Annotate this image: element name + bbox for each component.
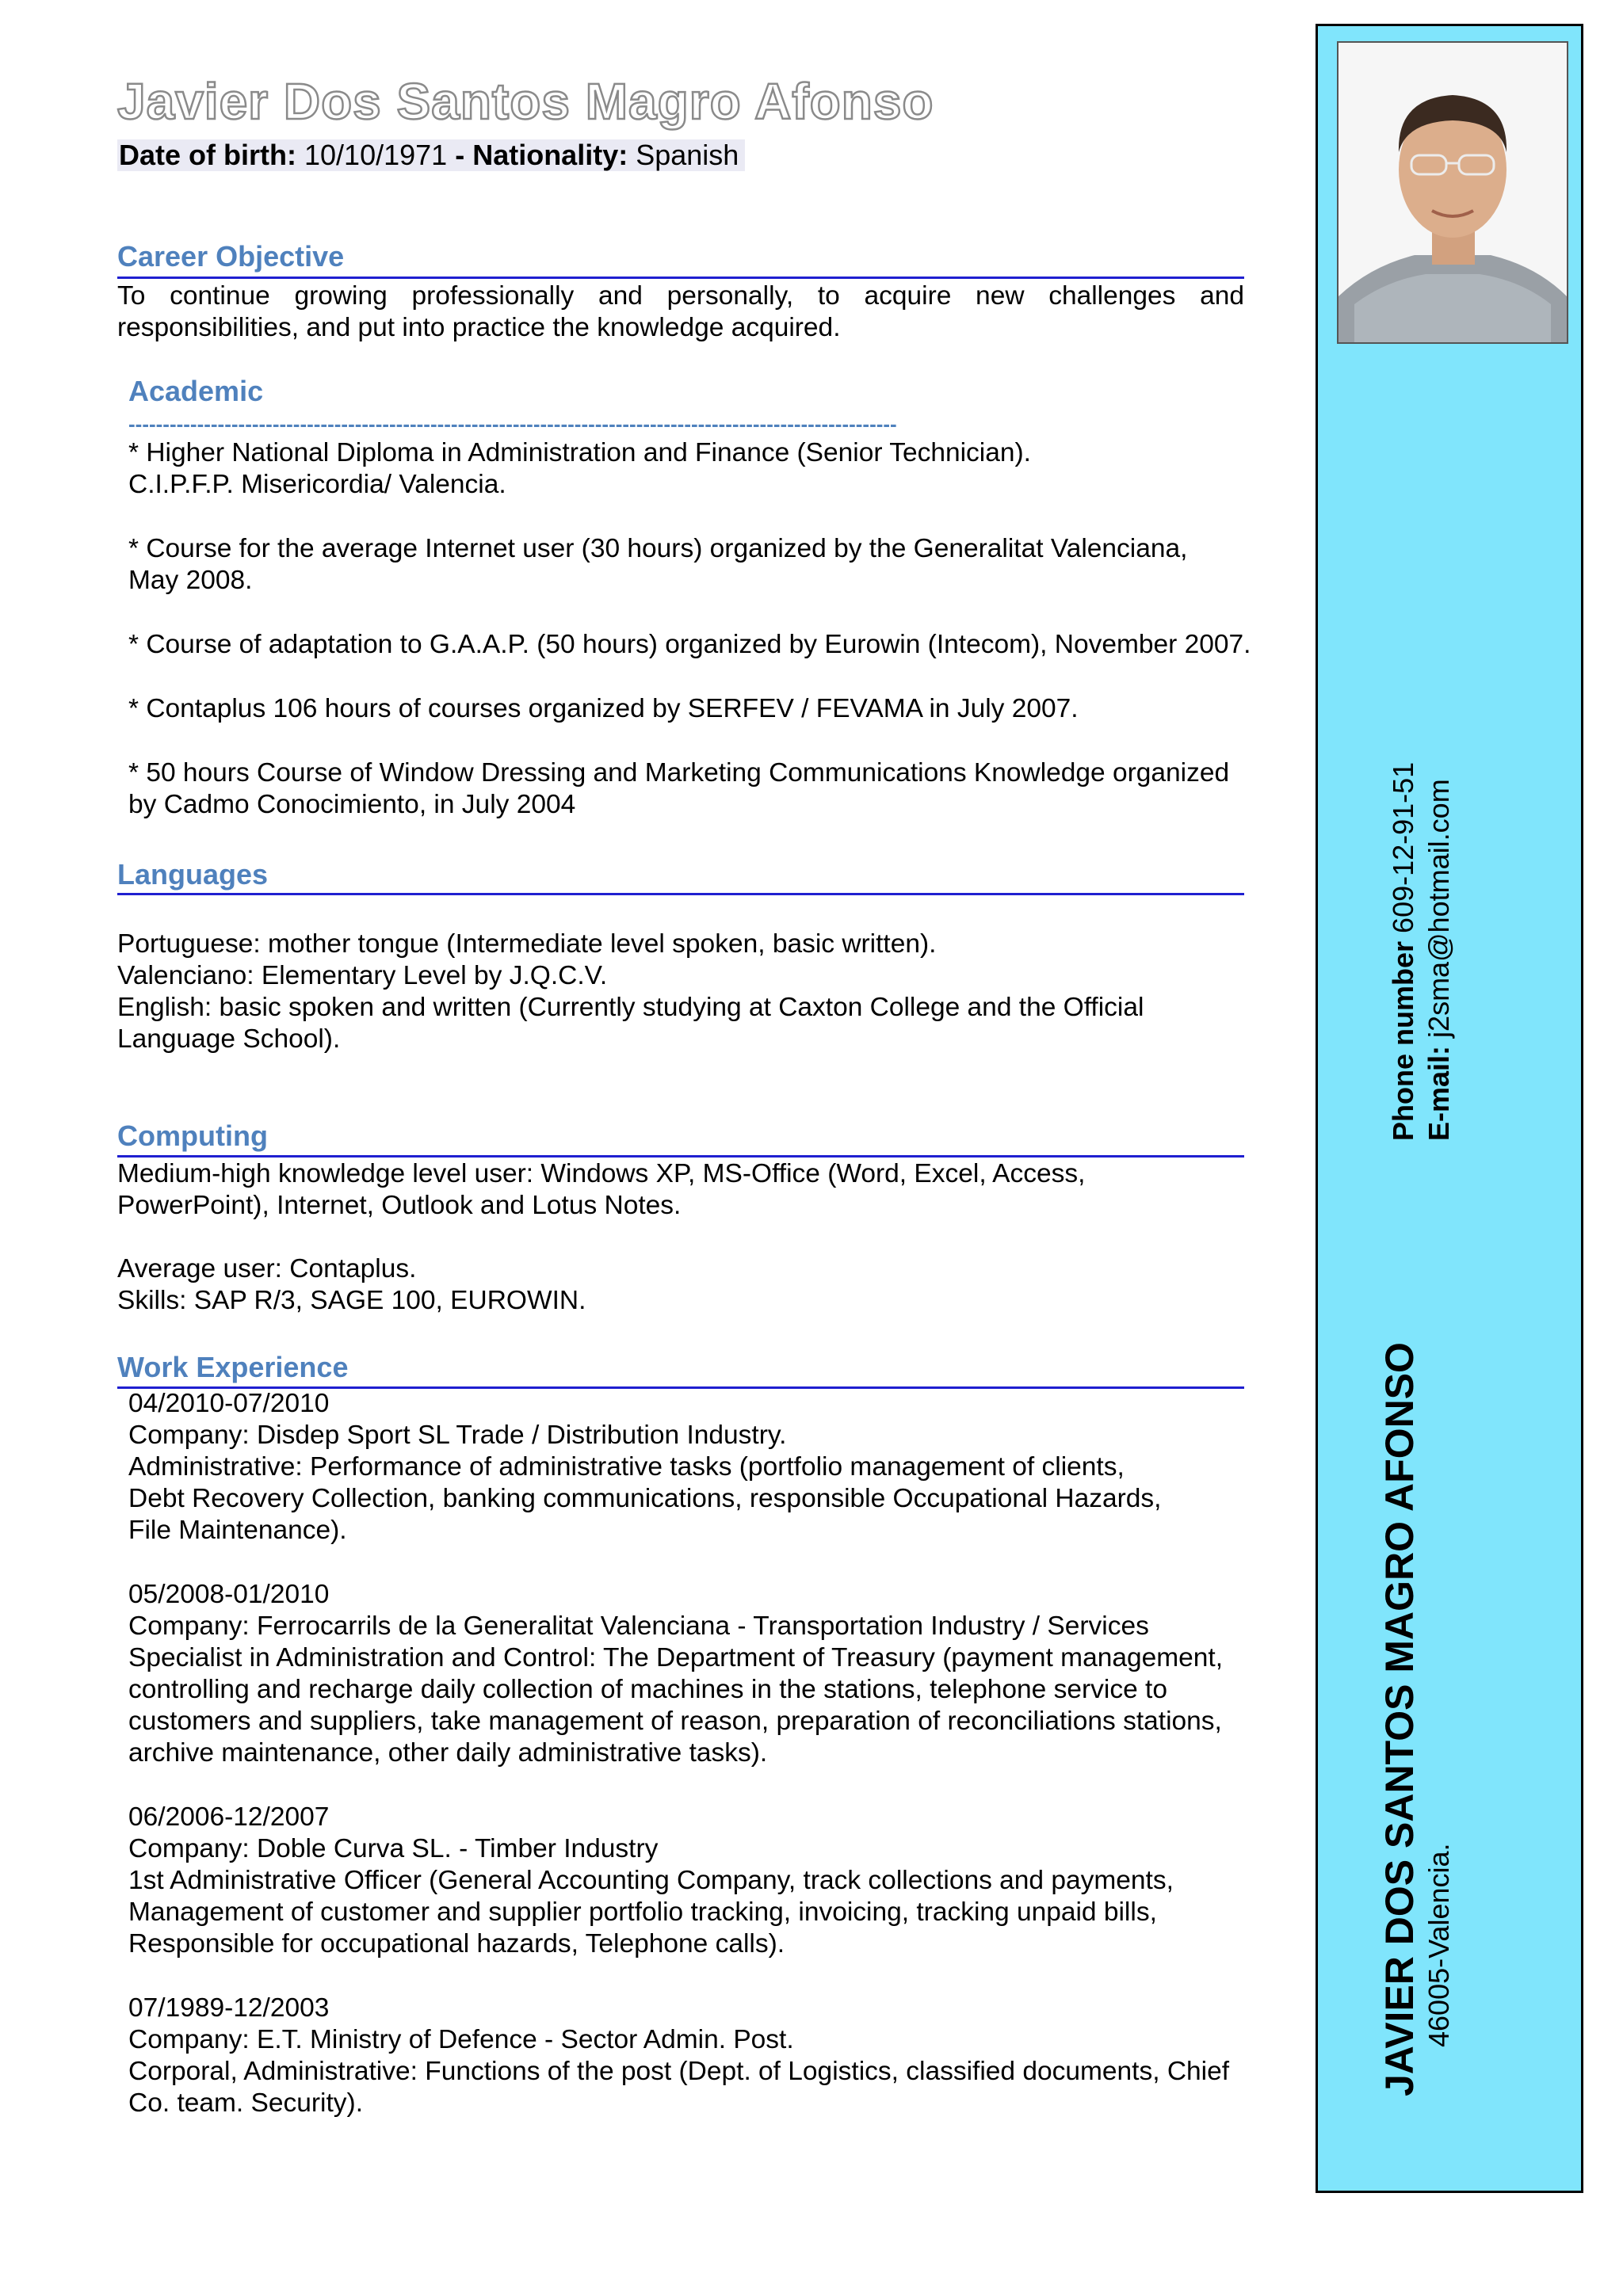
career-objective-heading: Career Objective <box>117 240 345 273</box>
language-line: Valenciano: Elementary Level by J.Q.C.V. <box>117 961 608 990</box>
academic-item <box>128 693 1251 725</box>
phone-number <box>1387 762 1420 1141</box>
work-entry <box>128 1802 1229 1960</box>
dob-value: 10/10/1971 <box>304 139 448 171</box>
academic-item-line: C.I.P.F.P. Misericordia/ Valencia. <box>128 470 506 499</box>
work-experience-list <box>128 1388 1229 2119</box>
phone-label: Phone number <box>1387 940 1419 1141</box>
work-entry <box>128 1388 1229 1547</box>
computing-rule <box>117 1155 1244 1158</box>
work-entry-line: Company: Ferrocarrils de la Generalitat Valenciana - Transportation Industry / Services <box>128 1611 1149 1641</box>
work-entry-dates: 06/2006-12/2007 <box>128 1802 330 1832</box>
work-entry-line: Company: Doble Curva SL. - Timber Industry <box>128 1834 659 1863</box>
nationality-value: Spanish <box>636 139 739 171</box>
work-entry-line: Company: Disdep Sport SL Trade / Distribution Industry. <box>128 1421 787 1450</box>
academic-item-line: * Contaplus 106 hours of courses organized by SERFEV / FEVAMA in July 2007. <box>128 694 1079 723</box>
work-entry-line: Specialist in Administration and Control: The Department of Treasury (payment management, <box>128 1643 1224 1672</box>
dob-label: Date of birth: <box>119 139 296 171</box>
resume-name-title: Javier Dos Santos Magro Afonso <box>117 73 934 130</box>
work-experience-heading: Work Experience <box>117 1351 349 1383</box>
work-entry-line: Company: E.T. Ministry of Defence - Sector Admin. Post. <box>128 2025 794 2054</box>
academic-item <box>128 533 1251 597</box>
academic-item-line: * Higher National Diploma in Administration and Finance (Senior Technician). <box>128 438 1031 467</box>
academic-item-line: by Cadmo Conocimiento, in July 2004 <box>128 790 576 819</box>
academic-list <box>128 437 1251 821</box>
phone-value: 609-12-91-51 <box>1387 761 1419 933</box>
nationality-label: - Nationality: <box>455 139 628 171</box>
profile-photo-image <box>1338 43 1567 342</box>
work-entry-line: customers and suppliers, take management of reason, preparation of reconciliations stations, <box>128 1707 1222 1736</box>
academic-item <box>128 757 1251 821</box>
work-entry-dates: 07/1989-12/2003 <box>128 1993 330 2023</box>
email-address <box>1423 779 1456 1141</box>
languages-list <box>117 929 1144 1055</box>
work-entry-line: 1st Administrative Officer (General Accounting Company, track collections and payments, <box>128 1866 1174 1895</box>
computing-line: Average user: Contaplus. <box>117 1254 417 1283</box>
computing-line: Skills: SAP R/3, SAGE 100, EUROWIN. <box>117 1286 586 1315</box>
work-entry-line: controlling and recharge daily collection of machines in the stations, telephone service to <box>128 1675 1167 1704</box>
work-entry-dates: 05/2008-01/2010 <box>128 1580 330 1609</box>
work-entry-line: Corporal, Administrative: Functions of the post (Dept. of Logistics, classified documents, Chief <box>128 2057 1230 2086</box>
side-panel-city: 46005-Valencia. <box>1423 1843 1455 2047</box>
computing-list <box>117 1158 1085 1317</box>
work-entry-line: File Maintenance). <box>128 1516 347 1545</box>
languages-rule <box>117 893 1244 895</box>
language-line: Portuguese: mother tongue (Intermediate level spoken, basic written). <box>117 929 937 959</box>
academic-divider: ---------------------------------------------------------------------------------------------------------------- <box>128 414 897 434</box>
academic-item-line: * 50 hours Course of Window Dressing and Marketing Communications Knowledge organized <box>128 758 1230 788</box>
work-entry-line: archive maintenance, other daily administrative tasks). <box>128 1738 768 1768</box>
computing-line: Medium-high knowledge level user: Windows XP, MS-Office (Word, Excel, Access, <box>117 1159 1086 1188</box>
academic-item-line: May 2008. <box>128 566 253 595</box>
academic-item-line: * Course for the average Internet user (30 hours) organized by the Generalitat Valenciana, <box>128 534 1188 563</box>
email-value: j2sma@hotmail.com <box>1423 779 1455 1038</box>
work-entry-line: Management of customer and supplier portfolio tracking, invoicing, tracking unpaid bills, <box>128 1897 1157 1927</box>
personal-details <box>117 139 745 171</box>
academic-item-line: * Course of adaptation to G.A.A.P. (50 hours) organized by Eurowin (Intecom), November 2007. <box>128 630 1251 659</box>
side-panel-name: JAVIER DOS SANTOS MAGRO AFONSO <box>1377 1342 1422 2096</box>
languages-heading: Languages <box>117 858 269 891</box>
academic-item <box>128 437 1251 501</box>
computing-line: PowerPoint), Internet, Outlook and Lotus Notes. <box>117 1191 682 1220</box>
work-entry-line: Debt Recovery Collection, banking communications, responsible Occupational Hazards, <box>128 1484 1162 1513</box>
work-entry <box>128 1579 1229 1769</box>
profile-photo <box>1337 41 1568 344</box>
work-entry <box>128 1993 1229 2119</box>
work-entry-line: Administrative: Performance of administrative tasks (portfolio management of clients, <box>128 1452 1125 1482</box>
academic-item <box>128 629 1251 661</box>
work-entry-line: Co. team. Security). <box>128 2088 364 2118</box>
language-line: English: basic spoken and written (Currently studying at Caxton College and the Official <box>117 993 1144 1022</box>
work-entry-dates: 04/2010-07/2010 <box>128 1389 330 1418</box>
email-label: E-mail: <box>1423 1045 1455 1141</box>
work-entry-line: Responsible for occupational hazards, Telephone calls). <box>128 1929 785 1958</box>
career-objective-text: To continue growing professionally and personally, to acquire new challenges and responsibilities, and put into practice the knowledge acquired. <box>117 281 1244 342</box>
career-objective-rule <box>117 277 1244 279</box>
language-line: Language School). <box>117 1024 341 1054</box>
academic-heading: Academic <box>128 375 264 407</box>
computing-heading: Computing <box>117 1119 268 1152</box>
